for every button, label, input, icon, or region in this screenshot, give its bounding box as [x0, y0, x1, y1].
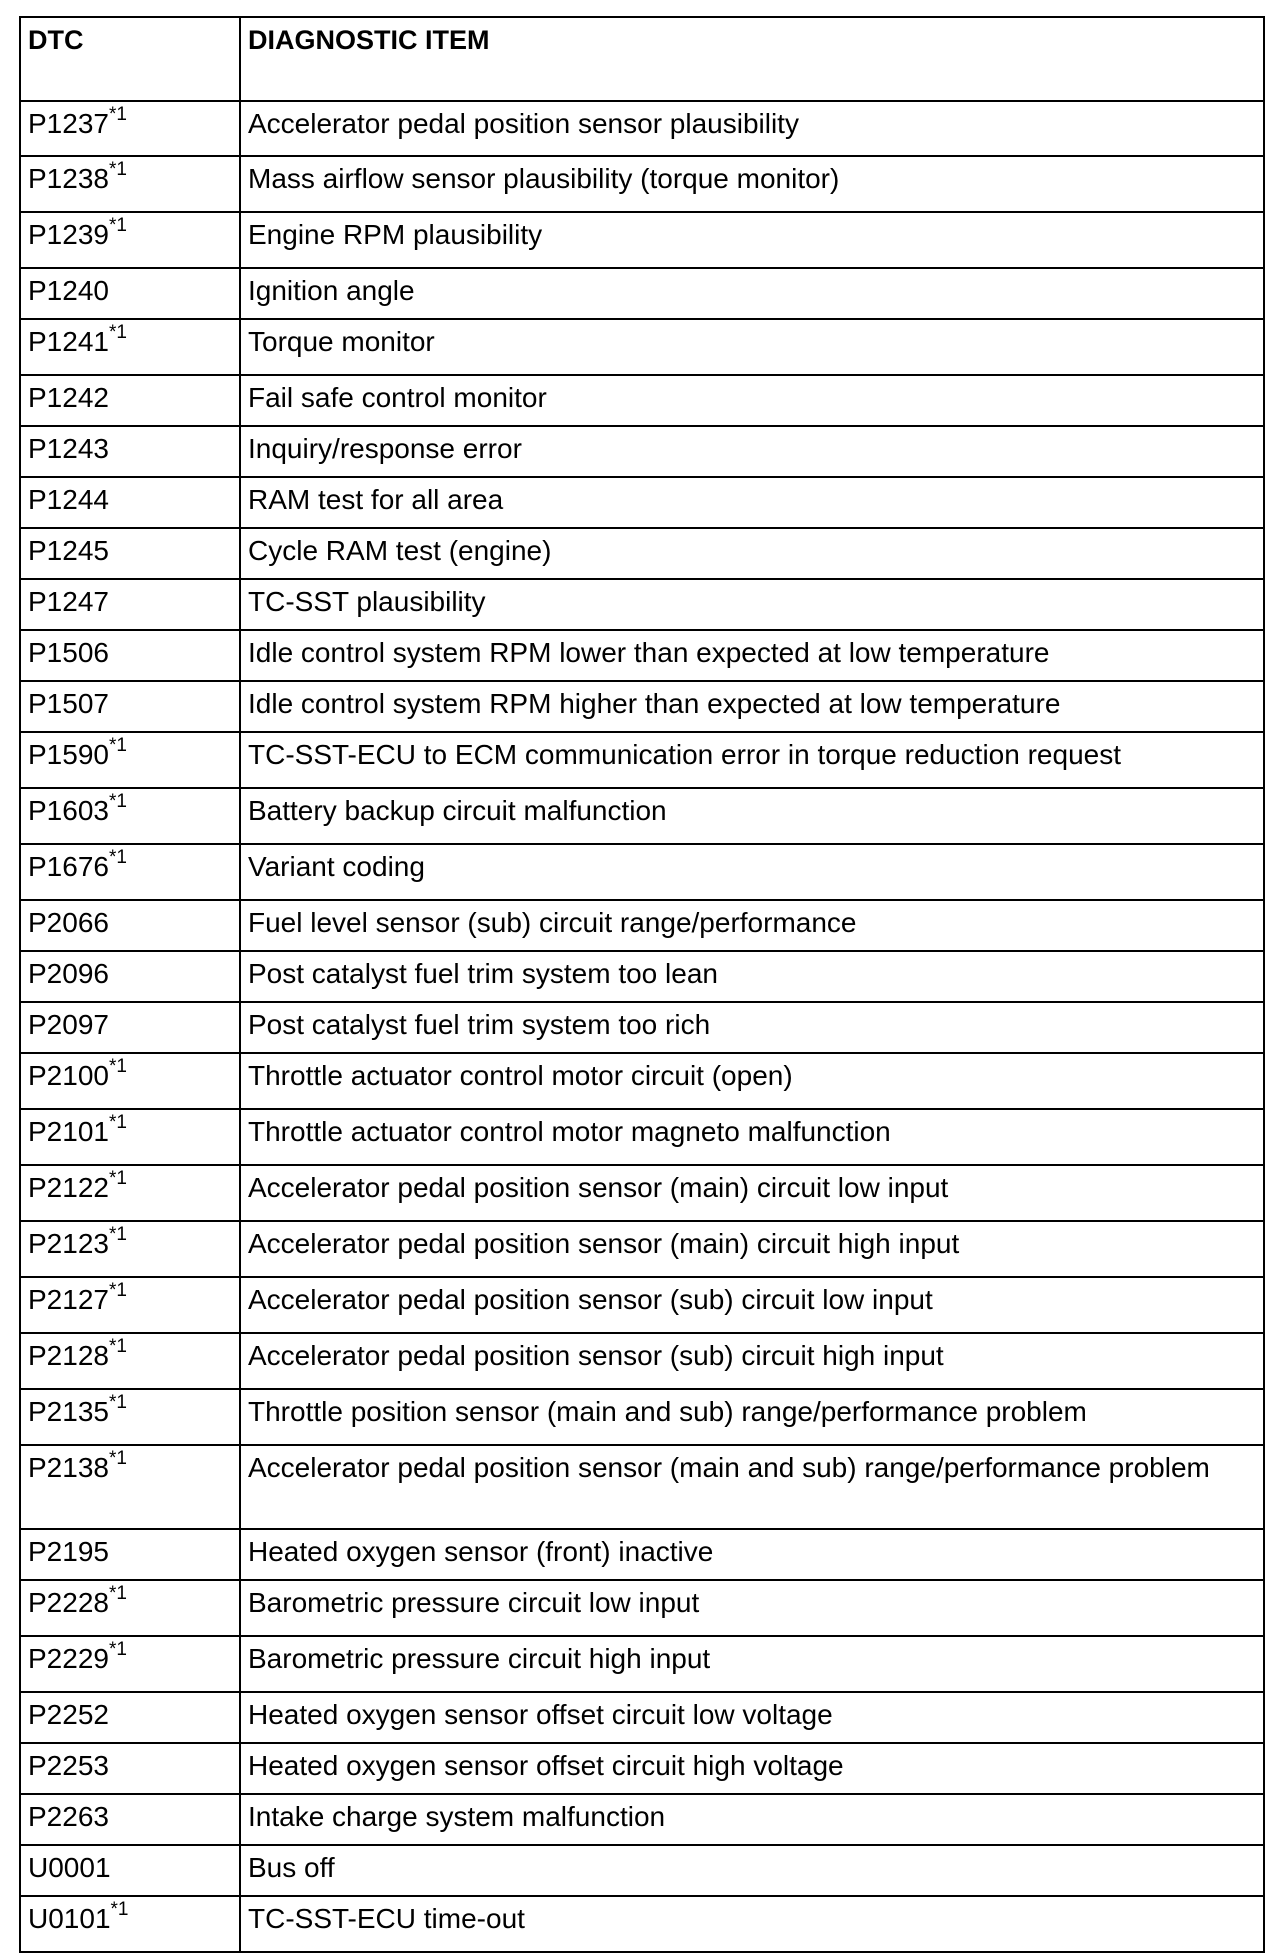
diagnostic-item-cell: Engine RPM plausibility	[240, 212, 1264, 268]
dtc-code: P1676	[28, 851, 109, 882]
footnote-marker: *1	[110, 1899, 129, 1920]
dtc-code-cell	[20, 1277, 240, 1333]
diagnostic-item-cell: TC-SST-ECU time-out	[240, 1896, 1264, 1952]
dtc-code-cell	[20, 1636, 240, 1692]
dtc-code-cell	[20, 951, 240, 1002]
table-row	[20, 1002, 1264, 1053]
table-row	[20, 1333, 1264, 1389]
table-row	[20, 1109, 1264, 1165]
diagnostic-item-cell: Accelerator pedal position sensor (main) circuit high input	[240, 1221, 1264, 1277]
footnote-marker: *1	[108, 104, 127, 125]
diagnostic-item-cell: Idle control system RPM lower than expected at low temperature	[240, 630, 1264, 681]
table-row	[20, 844, 1264, 900]
dtc-code-cell	[20, 1845, 240, 1896]
dtc-code: P2127	[28, 1284, 109, 1315]
dtc-code: P1240	[28, 275, 109, 306]
table-row	[20, 1636, 1264, 1692]
dtc-code: P2195	[28, 1536, 109, 1567]
table-row	[20, 1053, 1264, 1109]
diagnostic-item-cell: Battery backup circuit malfunction	[240, 788, 1264, 844]
dtc-code: P2101	[28, 1116, 109, 1147]
dtc-code-cell	[20, 1529, 240, 1580]
table-row	[20, 1221, 1264, 1277]
table-row	[20, 1845, 1264, 1896]
diagnostic-item-cell: Mass airflow sensor plausibility (torque monitor)	[240, 156, 1264, 212]
dtc-code-cell	[20, 1896, 240, 1952]
table-row	[20, 900, 1264, 951]
diagnostic-item-cell: Barometric pressure circuit low input	[240, 1580, 1264, 1636]
diagnostic-item-cell: Fuel level sensor (sub) circuit range/performance	[240, 900, 1264, 951]
diagnostic-item-cell: Accelerator pedal position sensor plausibility	[240, 101, 1264, 156]
dtc-code-cell	[20, 268, 240, 319]
diagnostic-item-cell: Accelerator pedal position sensor (sub) circuit high input	[240, 1333, 1264, 1389]
footnote-marker: *1	[108, 1392, 127, 1413]
table-row	[20, 319, 1264, 375]
diagnostic-item-cell: Torque monitor	[240, 319, 1264, 375]
table-row	[20, 732, 1264, 788]
footnote-marker: *1	[108, 847, 127, 868]
table-row	[20, 1389, 1264, 1445]
table-row	[20, 375, 1264, 426]
footnote-marker: *1	[108, 159, 127, 180]
diagnostic-item-cell: Heated oxygen sensor offset circuit low voltage	[240, 1692, 1264, 1743]
dtc-code: P2253	[28, 1750, 109, 1781]
diagnostic-item-cell: Throttle actuator control motor magneto malfunction	[240, 1109, 1264, 1165]
column-header-diagnostic-item: DIAGNOSTIC ITEM	[240, 17, 1264, 101]
dtc-code-cell	[20, 528, 240, 579]
dtc-code-cell	[20, 101, 240, 156]
dtc-code: P2100	[28, 1060, 109, 1091]
dtc-code: P2096	[28, 958, 109, 989]
footnote-marker: *1	[108, 791, 127, 812]
dtc-code: P2229	[28, 1643, 109, 1674]
table-row	[20, 579, 1264, 630]
table-row	[20, 1529, 1264, 1580]
dtc-code: U0101	[28, 1903, 111, 1934]
diagnostic-item-cell: Inquiry/response error	[240, 426, 1264, 477]
dtc-code: P2128	[28, 1340, 109, 1371]
diagnostic-item-cell: RAM test for all area	[240, 477, 1264, 528]
dtc-code-cell	[20, 788, 240, 844]
dtc-code-cell	[20, 1445, 240, 1529]
dtc-code-cell	[20, 900, 240, 951]
dtc-code: P1243	[28, 433, 109, 464]
dtc-code: P2123	[28, 1228, 109, 1259]
table-row	[20, 156, 1264, 212]
table-row	[20, 1277, 1264, 1333]
dtc-code-cell	[20, 1333, 240, 1389]
footnote-marker: *1	[108, 215, 127, 236]
dtc-code-cell	[20, 1743, 240, 1794]
footnote-marker: *1	[108, 1168, 127, 1189]
table-row	[20, 528, 1264, 579]
table-row	[20, 1692, 1264, 1743]
footnote-marker: *1	[108, 1112, 127, 1133]
dtc-code: P2228	[28, 1587, 109, 1618]
dtc-code: P1238	[28, 163, 109, 194]
diagnostic-item-cell: Heated oxygen sensor (front) inactive	[240, 1529, 1264, 1580]
footnote-marker: *1	[108, 1336, 127, 1357]
dtc-code-cell	[20, 732, 240, 788]
diagnostic-item-cell: Accelerator pedal position sensor (sub) circuit low input	[240, 1277, 1264, 1333]
diagnostic-item-cell: Post catalyst fuel trim system too lean	[240, 951, 1264, 1002]
footnote-marker: *1	[108, 735, 127, 756]
diagnostic-item-cell: Variant coding	[240, 844, 1264, 900]
dtc-code-cell	[20, 1109, 240, 1165]
diagnostic-item-cell: Throttle position sensor (main and sub) range/performance problem	[240, 1389, 1264, 1445]
diagnostic-item-cell: Ignition angle	[240, 268, 1264, 319]
dtc-code-cell	[20, 1002, 240, 1053]
diagnostic-item-cell: Barometric pressure circuit high input	[240, 1636, 1264, 1692]
dtc-code-cell	[20, 477, 240, 528]
dtc-code: P1245	[28, 535, 109, 566]
dtc-code-cell	[20, 1580, 240, 1636]
dtc-code: P1603	[28, 795, 109, 826]
diagnostic-item-cell: Post catalyst fuel trim system too rich	[240, 1002, 1264, 1053]
dtc-code: P2138	[28, 1452, 109, 1483]
table-row	[20, 1743, 1264, 1794]
diagnostic-item-cell: Idle control system RPM higher than expected at low temperature	[240, 681, 1264, 732]
diagnostic-item-cell: Fail safe control monitor	[240, 375, 1264, 426]
diagnostic-item-cell: Heated oxygen sensor offset circuit high voltage	[240, 1743, 1264, 1794]
table-row	[20, 1580, 1264, 1636]
dtc-code-cell	[20, 1794, 240, 1845]
dtc-code-cell	[20, 630, 240, 681]
dtc-code: P1244	[28, 484, 109, 515]
table-row	[20, 101, 1264, 156]
dtc-code: P1237	[28, 108, 109, 139]
dtc-code: P1242	[28, 382, 109, 413]
dtc-code-cell	[20, 375, 240, 426]
dtc-code-cell	[20, 1053, 240, 1109]
dtc-code-cell	[20, 319, 240, 375]
diagnostic-item-cell: Accelerator pedal position sensor (main and sub) range/performance problem	[240, 1445, 1264, 1529]
dtc-code: P2252	[28, 1699, 109, 1730]
dtc-code: P2097	[28, 1009, 109, 1040]
footnote-marker: *1	[108, 1583, 127, 1604]
footnote-marker: *1	[108, 1448, 127, 1469]
dtc-code-cell	[20, 844, 240, 900]
dtc-code: P1506	[28, 637, 109, 668]
dtc-code: P2122	[28, 1172, 109, 1203]
dtc-code-cell	[20, 1221, 240, 1277]
dtc-code: P1239	[28, 219, 109, 250]
dtc-code: P2263	[28, 1801, 109, 1832]
footnote-marker: *1	[108, 322, 127, 343]
table-body	[20, 101, 1264, 1952]
dtc-code: P1590	[28, 739, 109, 770]
dtc-table	[19, 16, 1265, 1953]
table-row	[20, 1794, 1264, 1845]
dtc-code: P2066	[28, 907, 109, 938]
dtc-code-cell	[20, 579, 240, 630]
table-header-row	[20, 17, 1264, 101]
table-row	[20, 630, 1264, 681]
dtc-code-cell	[20, 681, 240, 732]
dtc-code-cell	[20, 1692, 240, 1743]
table-row	[20, 1445, 1264, 1529]
dtc-code: P1247	[28, 586, 109, 617]
table-row	[20, 951, 1264, 1002]
diagnostic-item-cell: Cycle RAM test (engine)	[240, 528, 1264, 579]
dtc-code-cell	[20, 1165, 240, 1221]
table-row	[20, 212, 1264, 268]
dtc-code: P1507	[28, 688, 109, 719]
diagnostic-item-cell: Throttle actuator control motor circuit (open)	[240, 1053, 1264, 1109]
diagnostic-item-cell: Bus off	[240, 1845, 1264, 1896]
footnote-marker: *1	[108, 1280, 127, 1301]
table-row	[20, 1165, 1264, 1221]
diagnostic-item-cell: TC-SST plausibility	[240, 579, 1264, 630]
footnote-marker: *1	[108, 1639, 127, 1660]
table-row	[20, 788, 1264, 844]
diagnostic-item-cell: TC-SST-ECU to ECM communication error in torque reduction request	[240, 732, 1264, 788]
table-row	[20, 426, 1264, 477]
dtc-code-cell	[20, 156, 240, 212]
diagnostic-item-cell: Intake charge system malfunction	[240, 1794, 1264, 1845]
dtc-code: P1241	[28, 326, 109, 357]
footnote-marker: *1	[108, 1224, 127, 1245]
diagnostic-item-cell: Accelerator pedal position sensor (main) circuit low input	[240, 1165, 1264, 1221]
dtc-code-cell	[20, 426, 240, 477]
dtc-code-cell	[20, 1389, 240, 1445]
dtc-code-cell	[20, 212, 240, 268]
table-row	[20, 1896, 1264, 1952]
dtc-code: U0001	[28, 1852, 111, 1883]
column-header-dtc: DTC	[20, 17, 240, 101]
footnote-marker: *1	[108, 1056, 127, 1077]
dtc-code: P2135	[28, 1396, 109, 1427]
table-row	[20, 268, 1264, 319]
table-row	[20, 681, 1264, 732]
table-row	[20, 477, 1264, 528]
